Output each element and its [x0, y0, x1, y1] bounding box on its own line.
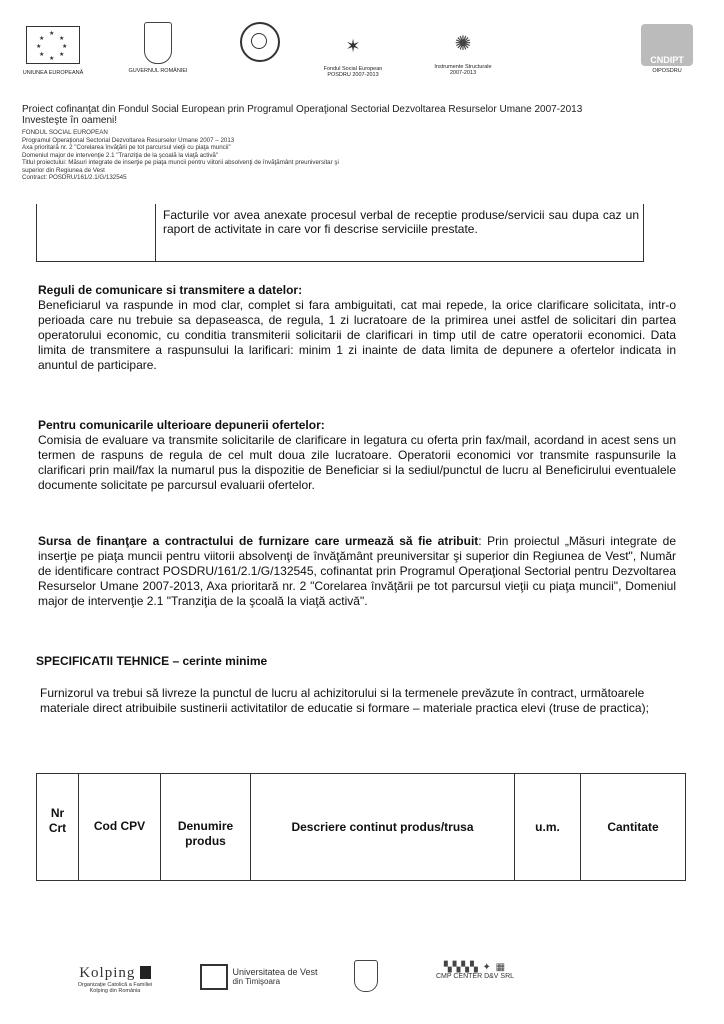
- instr-caption-1: Instrumente Structurale: [434, 64, 492, 70]
- col-cantitate-label: Cantitate: [607, 820, 659, 834]
- county-crest-logo: [346, 960, 386, 992]
- communication-rules-section: [38, 283, 676, 373]
- invoice-note-box: [36, 204, 644, 262]
- col-descriere: [251, 774, 515, 880]
- fse-logo: [308, 26, 398, 78]
- header-line-2: Investeşte în oameni!: [22, 115, 118, 126]
- fse-figure-icon: ✶: [345, 36, 361, 56]
- project-header: [22, 104, 702, 182]
- communication-rules-title: Reguli de comunicare si transmitere a datelor:: [38, 283, 303, 297]
- header-small-5: Titlul proiectului: Măsuri integrate de inserţie pe piaţa muncii pentru viitorii absolvenţi de învăţământ preuniversitar şi: [22, 159, 339, 166]
- kolping-logo: [60, 964, 170, 994]
- kolping-name: Kolping: [79, 965, 136, 981]
- col-nr-crt: [37, 774, 79, 880]
- cmp-mark-icon: ▚▚▚▚ ✦ ▦: [443, 962, 507, 973]
- header-small-7: Contract: POSDRU/161/2.1/G/132545: [22, 174, 127, 181]
- header-small-4: Domeniul major de intervenţie 2.1 "Tranziţia de la şcoală la viaţă activă": [22, 151, 219, 159]
- funding-source-body: : Prin proiectul „Măsuri integrate de inserţie pe piaţa muncii pentru viitorii absolvenţi de învăţământ preuniversitar şi superior din Regiunea de Vest", Număr de identificare contract POSDRU/161/2.1/G/132545, cofinantat prin Programul Operaţional Sectorial pentru Dezvoltarea Resurselor Umane 2007-2013, Axa prioritară nr. 2 "Corelarea învăţării pe tot parcursul vieţii cu piaţa muncii", Domeniul major de intervenţie 2.1 "Tranziţia de la şcoală la viaţă activă".: [38, 534, 677, 608]
- invoice-note-text: Facturile vor avea anexate procesul verbal de receptie produse/servicii sau dupa caz un raport de activitate in care vor fi descrise serviciile prestate.: [163, 208, 639, 236]
- cndipt-logo: [632, 24, 702, 74]
- col-um-label: u.m.: [535, 820, 560, 834]
- uvt-name-2: din Timişoara: [232, 977, 281, 986]
- product-table-header: [36, 773, 686, 881]
- communication-rules-body: Beneficiarul va raspunde in mod clar, complet si fara ambiguitati, cat mai repede, la orice clarificare solicitata, intr-o perioada care nu trebuie sa depaseasca, de regula, 1 zi lucratoare de la primirea unei astfel de solicitari din partea operatorului economic, cu conditia transmiterii solicitarii de clarificari in timp util de catre operatorii economici. Data limita de transmitere a raspunsului la larificari: minim 1 zi inainte de data limita de depunere a ofertelor indicata in anuntul de participare.: [38, 298, 676, 372]
- kolping-k-icon: [140, 966, 151, 979]
- county-crest-icon: [354, 960, 378, 992]
- instrumente-icon: ✺: [454, 33, 472, 55]
- fse-caption-1: Fondul Social European: [323, 66, 383, 72]
- eu-flag-icon: ★ ★ ★ ★ ★ ★ ★ ★: [26, 26, 80, 64]
- col-denumire-label: Denumire produs: [177, 819, 234, 848]
- partner-footer: [60, 960, 680, 1010]
- oiposdru-caption: OIPOSDRU: [652, 68, 682, 74]
- instr-caption-2: 2007-2013: [449, 70, 477, 76]
- funding-source-title: Sursa de finanţare a contractului de furnizare care urmează să fie atribuit: [38, 534, 479, 548]
- invoice-note-empty-cell: [37, 204, 156, 261]
- header-small-6: superior din Regiunea de Vest: [22, 166, 105, 174]
- cmp-logo: [420, 962, 530, 980]
- partner-logos: [18, 18, 708, 100]
- eu-logo: [18, 26, 88, 76]
- col-um: [515, 774, 581, 880]
- uvt-mark-icon: [200, 964, 228, 990]
- col-nr-crt-label: Nr Crt: [48, 806, 67, 835]
- after-submission-body: Comisia de evaluare va transmite solicitarile de clarificare in legatura cu oferta prin fax/mail, acordand in acest sens un termen de raspuns de regula de cel mult doua zile lucratoare. Operatorii economici vor transmite raspunsurile la clarificari prin mail/fax la numarul pus la dispozitie de Beneficiar si la sediul/punctul de lucru al Beneficirului eventualele documente solicitate pe parcursul evaluarii ofertelor.: [38, 433, 676, 492]
- after-submission-section: [38, 418, 676, 493]
- col-cod-cpv-label: Cod CPV: [93, 819, 146, 833]
- kolping-sub-2: Kolping din România: [89, 988, 141, 994]
- spec-title: SPECIFICATII TEHNICE – cerinte minime: [36, 654, 268, 668]
- col-descriere-label: Descriere continut produs/trusa: [291, 820, 474, 834]
- cndipt-mark: CNDIPT: [641, 24, 693, 66]
- uvt-logo: [200, 964, 360, 990]
- kolping-sub-1: Organizaţie Catolică a Familiei: [77, 982, 153, 988]
- col-denumire: [161, 774, 251, 880]
- header-small-1: FONDUL SOCIAL EUROPEAN: [22, 129, 108, 136]
- after-submission-title: Pentru comunicarile ulterioare depunerii ofertelor:: [38, 418, 325, 432]
- cmp-name: CMP CENTER D&V SRL: [435, 973, 515, 980]
- col-cod-cpv: [79, 774, 161, 880]
- header-small-3: Axa prioritară nr. 2 "Corelarea învăţării pe tot parcursul vieţii cu piaţa muncii": [22, 144, 231, 151]
- seal-logo: [230, 22, 290, 66]
- gov-logo: [118, 22, 198, 74]
- instr-logo: [418, 24, 508, 76]
- funding-source-section: [38, 534, 676, 609]
- fse-caption-2: POSDRU 2007-2013: [327, 72, 379, 78]
- uvt-name-1: Universitatea de Vest: [232, 966, 318, 977]
- header-small-2: Programul Operaţional Sectorial Dezvoltarea Resurselor Umane 2007 – 2013: [22, 136, 235, 144]
- spec-body: Furnizorul va trebui să livreze la punctul de lucru al achizitorului si la termenele prevăzute în contract, următoarele materiale direct atribuibile sustinerii activitatilor de educatie si formare – materiale practica elevi (truse de practica);: [40, 686, 649, 715]
- gov-caption: GUVERNUL ROMÂNIEI: [128, 68, 188, 74]
- col-cantitate: [581, 774, 685, 880]
- romania-crest-icon: [144, 22, 172, 64]
- ministry-seal-icon: [240, 22, 280, 62]
- header-line-1: Proiect cofinanţat din Fondul Social European prin Programul Operaţional Sectorial Dezvoltarea Resurselor Umane 2007-2013: [22, 104, 583, 115]
- eu-caption: UNIUNEA EUROPEANĂ: [22, 70, 84, 76]
